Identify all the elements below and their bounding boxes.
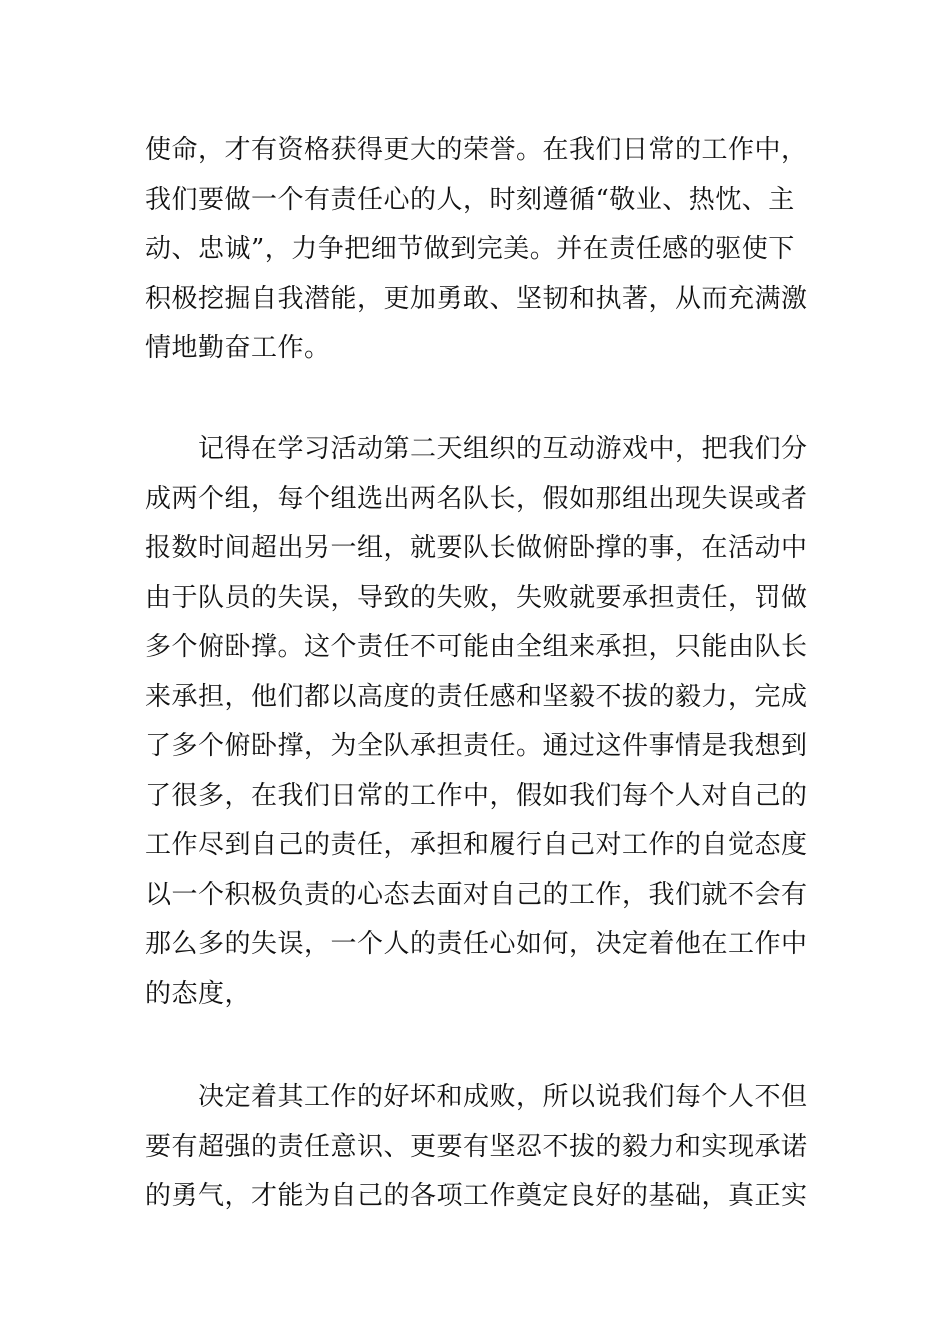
text-line: 以一个积极负责的心态去面对自己的工作，我们就不会有	[145, 879, 808, 910]
text-line: 成两个组，每个组选出两名队长，假如那组出现失误或者	[145, 483, 808, 514]
text-line: 的态度，	[145, 978, 252, 1009]
text-line: 报数时间超出另一组，就要队长做俯卧撑的事，在活动中	[145, 533, 808, 563]
text-line: 那么多的失误，一个人的责任心如何，决定着他在工作中	[145, 929, 808, 959]
text-line: 来承担，他们都以高度的责任感和坚毅不拔的毅力，完成	[145, 681, 808, 712]
text-line: 了很多，在我们日常的工作中，假如我们每个人对自己的	[145, 780, 808, 811]
text-line-indented: 记得在学习活动第二天组织的互动游戏中，把我们分	[198, 434, 808, 464]
text-line: 使命，才有资格获得更大的荣誉。在我们日常的工作中，	[145, 135, 808, 165]
text-line: 由于队员的失误，导致的失败，失败就要承担责任，罚做	[145, 582, 808, 613]
text-line: 情地勤奋工作。	[145, 333, 331, 363]
text-line: 多个俯卧撑。这个责任不可能由全组来承担，只能由队长	[145, 632, 808, 662]
text-line: 要有超强的责任意识、更要有坚忍不拔的毅力和实现承诺	[145, 1131, 808, 1162]
paragraph-3	[145, 1073, 810, 1222]
text-line: 工作尽到自己的责任，承担和履行自己对工作的自觉态度	[145, 830, 808, 860]
paragraph-1	[145, 126, 810, 374]
text-line: 我们要做一个有责任心的人，时刻遵循“敬业、热忱、主	[145, 184, 795, 215]
text-line: 积极挖掘自我潜能，更加勇敢、坚韧和执著，从而充满激	[145, 283, 808, 314]
text-line: 的勇气，才能为自己的各项工作奠定良好的基础，真正实	[145, 1181, 808, 1211]
text-line: 了多个俯卧撑，为全队承担责任。通过这件事情是我想到	[145, 731, 808, 761]
text-line-indented: 决定着其工作的好坏和成败，所以说我们每个人不但	[198, 1082, 808, 1112]
text-line: 动、忠诚”，力争把细节做到完美。并在责任感的驱使下	[145, 234, 795, 264]
paragraph-2	[145, 425, 810, 1019]
